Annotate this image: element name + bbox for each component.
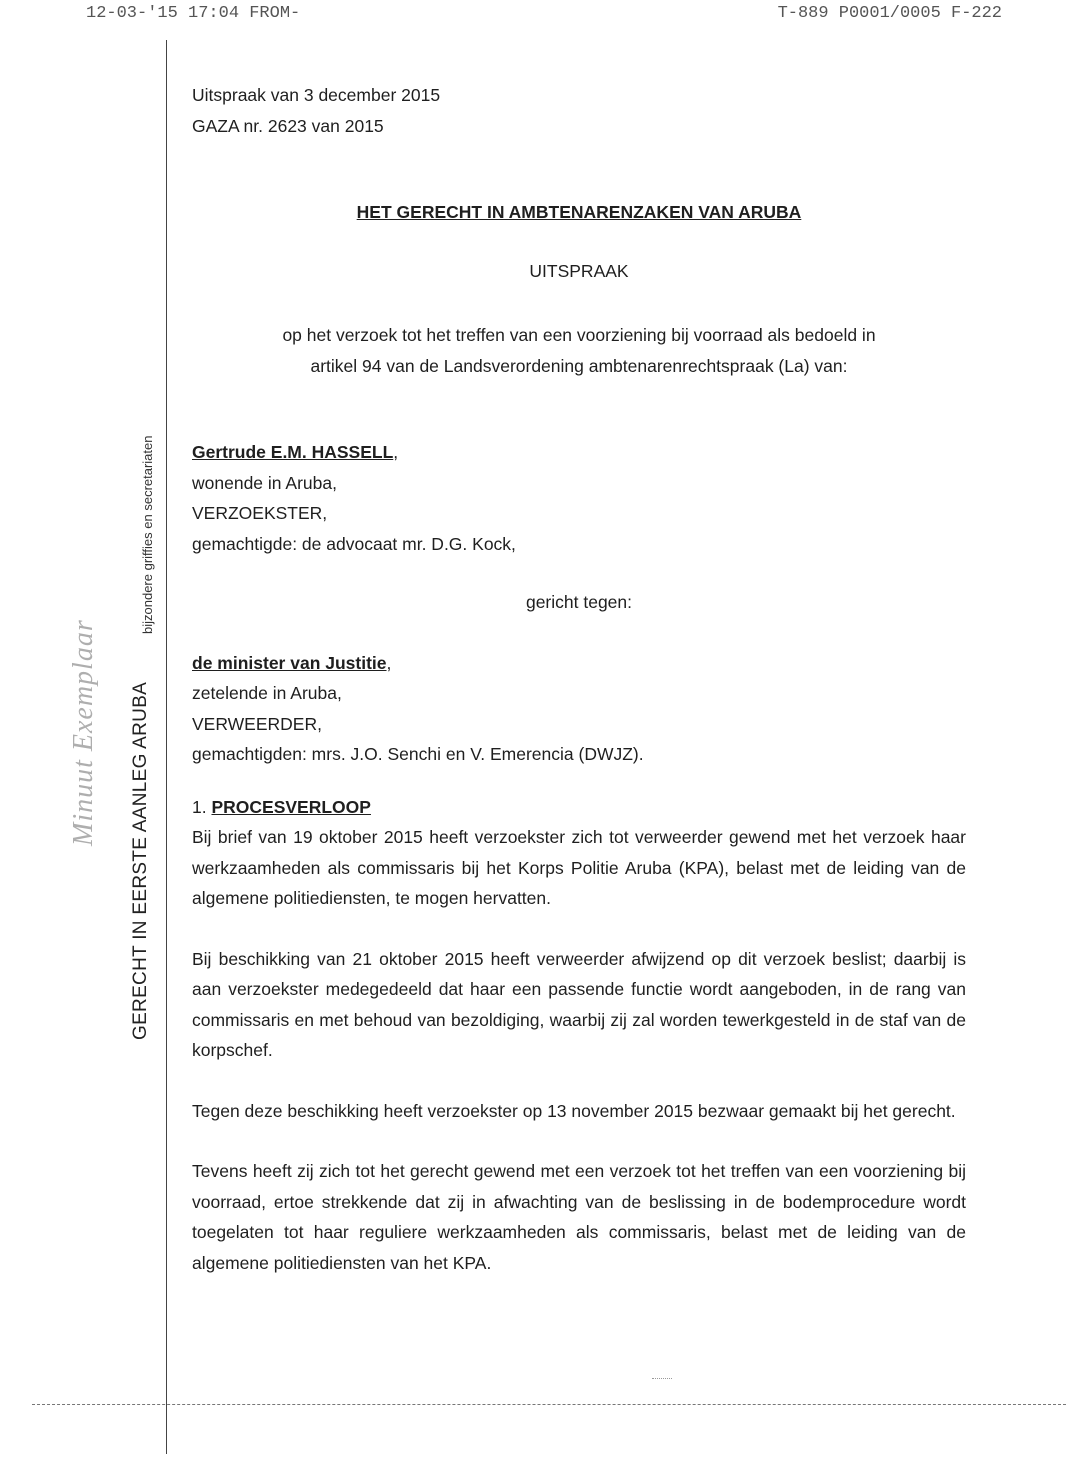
respondent-counsel: gemachtigden: mrs. J.O. Senchi en V. Emerencia (DWJZ).	[192, 744, 644, 764]
fax-header	[0, 4, 1084, 28]
against-label: gericht tegen:	[525, 592, 633, 612]
paragraph-3: Tegen deze beschikking heeft verzoekster op 13 november 2015 bezwaar gemaakt bij het gerecht.	[192, 1100, 956, 1121]
court-margin-sublabel: bijzondere griffies en secretariaten	[140, 435, 155, 634]
applicant-counsel: gemachtigde: de advocaat mr. D.G. Kock,	[192, 533, 516, 554]
case-number: GAZA nr. 2623 van 2015	[192, 115, 384, 136]
fax-timestamp: 12-03-'15 17:04 FROM-	[86, 4, 301, 23]
court-margin-label: GERECHT IN EERSTE AANLEG ARUBA	[130, 681, 151, 1040]
party-respondent: de minister van Justitie, zetelende in Aruba, VERWEERDER, gemachtigden: mrs. J.O. Senchi en V. Emerencia (DWJZ).	[192, 648, 966, 770]
applicant-name: Gertrude E.M. HASSELL	[192, 442, 394, 462]
applicant-role: VERZOEKSTER,	[192, 503, 328, 523]
respondent-name: de minister van Justitie	[192, 652, 387, 673]
margin-rule	[166, 40, 167, 1454]
scan-mark	[652, 1378, 672, 1379]
court-title: HET GERECHT IN AMBTENARENZAKEN VAN ARUBA	[356, 202, 802, 222]
paragraph-1: Bij brief van 19 oktober 2015 heeft verzoekster zich tot verweerder gewend met het verzoek haar werkzaamheden als commissaris bij het Korps Politie Aruba (KPA), belast met de leiding van de algemene politiediensten, te mogen hervatten.	[192, 827, 966, 908]
document-body	[192, 80, 966, 1278]
paragraph-4: Tevens heeft zij zich tot het gerecht gewend met een verzoek tot het treffen van een voorziening bij voorraad, ertoe strekkende dat zij in afwachting van de beslissing in de bodemprocedure wordt toegelaten tot haar reguliere werkzaamheden als commissaris, belast met de leiding van de algemene politiediensten van het KPA.	[192, 1161, 966, 1273]
document-type: UITSPRAAK	[529, 260, 629, 281]
ruling-date: Uitspraak van 3 december 2015	[192, 85, 441, 105]
applicant-residence: wonende in Aruba,	[192, 472, 337, 493]
intro-line-1: op het verzoek tot het treffen van een voorziening bij voorraad als bedoeld in	[282, 325, 876, 345]
section-number: 1.	[192, 796, 207, 817]
section-title: PROCESVERLOOP	[211, 796, 371, 817]
paragraph-2: Bij beschikking van 21 oktober 2015 heeft verweerder afwijzend op dit verzoek beslist; daarbij is aan verzoekster medegedeeld dat haar een passende functie wordt aangeboden, in de rang van commissaris en met behoud van bezoldiging, waarbij zij zal worden tewerkgesteld in de staf van de korpschef.	[192, 948, 966, 1060]
section-heading	[192, 792, 966, 823]
bottom-rule	[32, 1404, 1066, 1405]
respondent-residence: zetelende in Aruba,	[192, 683, 342, 703]
fax-page-code: T-889 P0001/0005 F-222	[777, 4, 1002, 23]
intro-line-2: artikel 94 van de Landsverordening ambtenarenrechtspraak (La) van:	[310, 355, 848, 376]
party-applicant: Gertrude E.M. HASSELL, wonende in Aruba, VERZOEKSTER, gemachtigde: de advocaat mr. D.G. Kock,	[192, 437, 966, 559]
minute-stamp: Minuut Exemplaar	[68, 619, 99, 846]
respondent-role: VERWEERDER,	[192, 713, 322, 734]
